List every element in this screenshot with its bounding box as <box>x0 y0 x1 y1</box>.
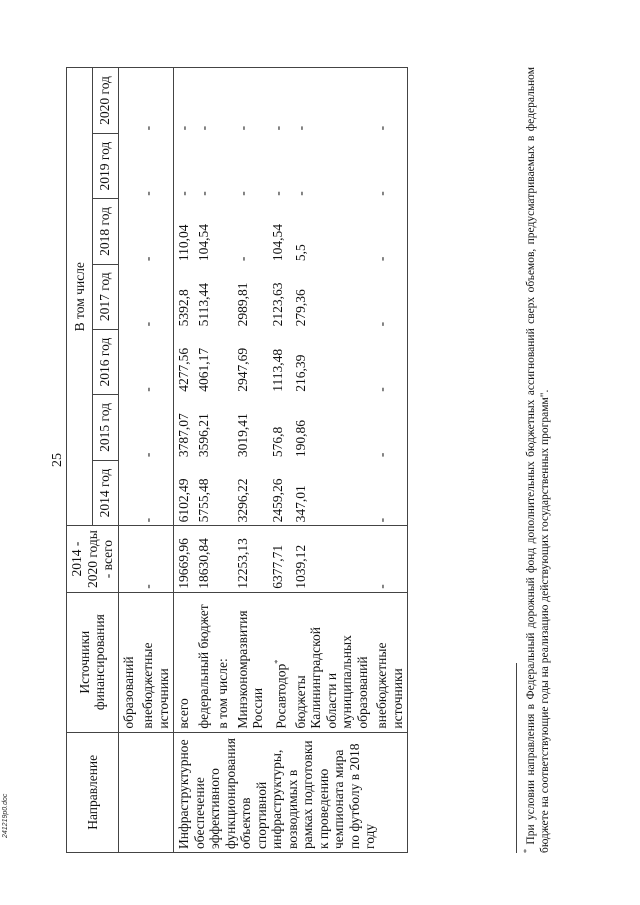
total-cell: - <box>138 526 174 592</box>
year-cell: 104,54 <box>195 223 211 262</box>
year-cell: 2459,26 <box>269 478 285 523</box>
year-cell: - <box>372 264 408 329</box>
header-year: 2018 год <box>92 199 118 264</box>
year-cell: - <box>195 191 211 196</box>
year-cell <box>118 133 138 198</box>
source-cell <box>372 592 408 732</box>
year-cell: 4277,56 <box>176 347 191 392</box>
year-cell <box>118 395 138 460</box>
year-cell: - <box>138 199 174 264</box>
year-cell: - <box>372 133 408 198</box>
year-cell: - <box>291 68 373 134</box>
document-code: 241219p0.doc <box>2 793 9 838</box>
year-cell <box>118 264 138 329</box>
year-cell <box>118 199 138 264</box>
table-body <box>118 68 408 853</box>
year-cell <box>213 460 233 526</box>
source-label: образований <box>120 656 136 729</box>
year-cell: - <box>176 191 191 196</box>
header-including: В том числе <box>67 68 93 526</box>
source-cell <box>268 592 291 732</box>
source-cell <box>213 592 233 732</box>
year-cell: - <box>233 68 268 134</box>
year-cell: 5755,48 <box>195 478 211 523</box>
footnote-ref: * <box>272 659 282 664</box>
footnote-mark: * <box>522 849 531 853</box>
year-cell: - <box>372 199 408 264</box>
year-cell: - <box>372 395 408 460</box>
year-cell: - <box>138 395 174 460</box>
year-cell: - <box>372 68 408 134</box>
total-cell: 1039,12 <box>291 526 373 592</box>
year-cell <box>213 329 233 394</box>
year-cell: - <box>269 191 285 196</box>
header-total: 2014 - 2020 годы - всего <box>67 526 119 592</box>
source-cell <box>291 592 373 732</box>
source-label: внебюджетные источники <box>374 642 405 729</box>
total-cell: 6377,71 <box>268 526 291 592</box>
year-cell: - <box>138 68 174 134</box>
year-cell: - <box>292 191 308 196</box>
year-cell <box>213 264 233 329</box>
header-year: 2016 год <box>92 329 118 394</box>
year-cell: - <box>138 264 174 329</box>
year-cell: 6102,49 <box>176 478 191 523</box>
page-number: 25 <box>50 453 65 467</box>
year-cell: - <box>234 256 250 262</box>
year-cell <box>213 199 233 264</box>
year-cell: 2123,63 <box>269 282 285 327</box>
year-cell: 5113,44 <box>195 283 211 327</box>
header-year: 2019 год <box>92 133 118 198</box>
source-label: Росавтодор <box>273 663 288 729</box>
source-label: бюджеты Калининградской области и муниципальных образований <box>292 627 370 729</box>
year-cell: 3596,21 <box>195 413 211 458</box>
financing-table <box>66 67 408 853</box>
source-label: внебюджетные источники <box>140 642 171 729</box>
year-cell: - <box>234 191 250 196</box>
total-cell: - <box>372 526 408 592</box>
year-cell: 104,54 <box>269 223 285 262</box>
source-label: всего <box>176 698 191 729</box>
source-cell <box>174 592 194 732</box>
total-cell <box>118 526 138 592</box>
footnote-text: При условии направления в Федеральный дорожный фонд дополнительных бюджетных ассигнований сверх объемов, предусматриваемых в федеральном бюджете на соответствующие годы на реализацию действующих государственных программ". <box>524 67 551 853</box>
direction-text: Инфраструктурное обеспечение эффективного функционирования объектов спортивной инфраструктуры, возводимых в рамках подготовки к проведению чемпионата мира по футболу в 2018 году <box>176 738 377 849</box>
year-cell: 110,04 <box>176 224 191 262</box>
year-cell: 5392,8 <box>176 289 191 327</box>
year-cell: 190,86 <box>292 419 308 458</box>
year-cell: - <box>194 68 214 134</box>
year-cell <box>118 460 138 526</box>
header-year: 2015 год <box>92 395 118 460</box>
year-cell: - <box>138 329 174 394</box>
table-row <box>138 68 174 853</box>
footnote-separator <box>516 663 517 853</box>
year-cell: 4061,17 <box>195 347 211 392</box>
source-label: Минэкономразвития России <box>234 610 265 729</box>
source-cell <box>138 592 174 732</box>
year-cell: 2947,69 <box>234 347 250 392</box>
source-cell <box>233 592 268 732</box>
source-cell <box>118 592 138 732</box>
year-cell: 576,8 <box>269 426 285 458</box>
direction-cell <box>174 732 408 852</box>
year-cell: - <box>138 460 174 526</box>
year-cell: - <box>372 329 408 394</box>
table-row <box>118 68 138 853</box>
year-cell: 3019,41 <box>234 413 250 458</box>
year-cell <box>118 68 138 134</box>
year-cell: 1113,48 <box>269 348 285 392</box>
year-cell: - <box>372 460 408 526</box>
total-cell: 12253,13 <box>233 526 268 592</box>
source-label: в том числе: <box>215 658 230 729</box>
year-cell: 3787,07 <box>176 413 191 458</box>
footnote <box>520 67 552 853</box>
total-cell: 19669,96 <box>174 526 194 592</box>
year-cell <box>213 133 233 198</box>
header-year: 2017 год <box>92 264 118 329</box>
year-cell: - <box>268 68 291 134</box>
header-year: 2020 год <box>92 68 118 134</box>
source-cell <box>194 592 214 732</box>
source-label: федеральный бюджет <box>195 604 211 729</box>
year-cell <box>213 395 233 460</box>
total-cell: 18630,84 <box>194 526 214 592</box>
year-cell <box>118 329 138 394</box>
total-cell <box>213 526 233 592</box>
year-cell: 3296,22 <box>234 478 250 523</box>
year-cell: 2989,81 <box>234 282 250 327</box>
header-direction: Направление <box>67 732 119 852</box>
header-year: 2014 год <box>92 460 118 526</box>
year-cell: - <box>138 133 174 198</box>
year-cell: - <box>174 68 194 134</box>
year-cell <box>213 68 233 134</box>
year-cell: 216,39 <box>292 354 308 392</box>
table-row <box>174 68 194 853</box>
header-source: Источники финансирования <box>67 592 119 732</box>
year-cell: 5,5 <box>292 244 308 262</box>
direction-cell-empty <box>138 732 174 852</box>
year-cell: 279,36 <box>292 289 308 327</box>
year-cell: 347,01 <box>292 485 308 523</box>
direction-cell-empty <box>118 732 138 852</box>
